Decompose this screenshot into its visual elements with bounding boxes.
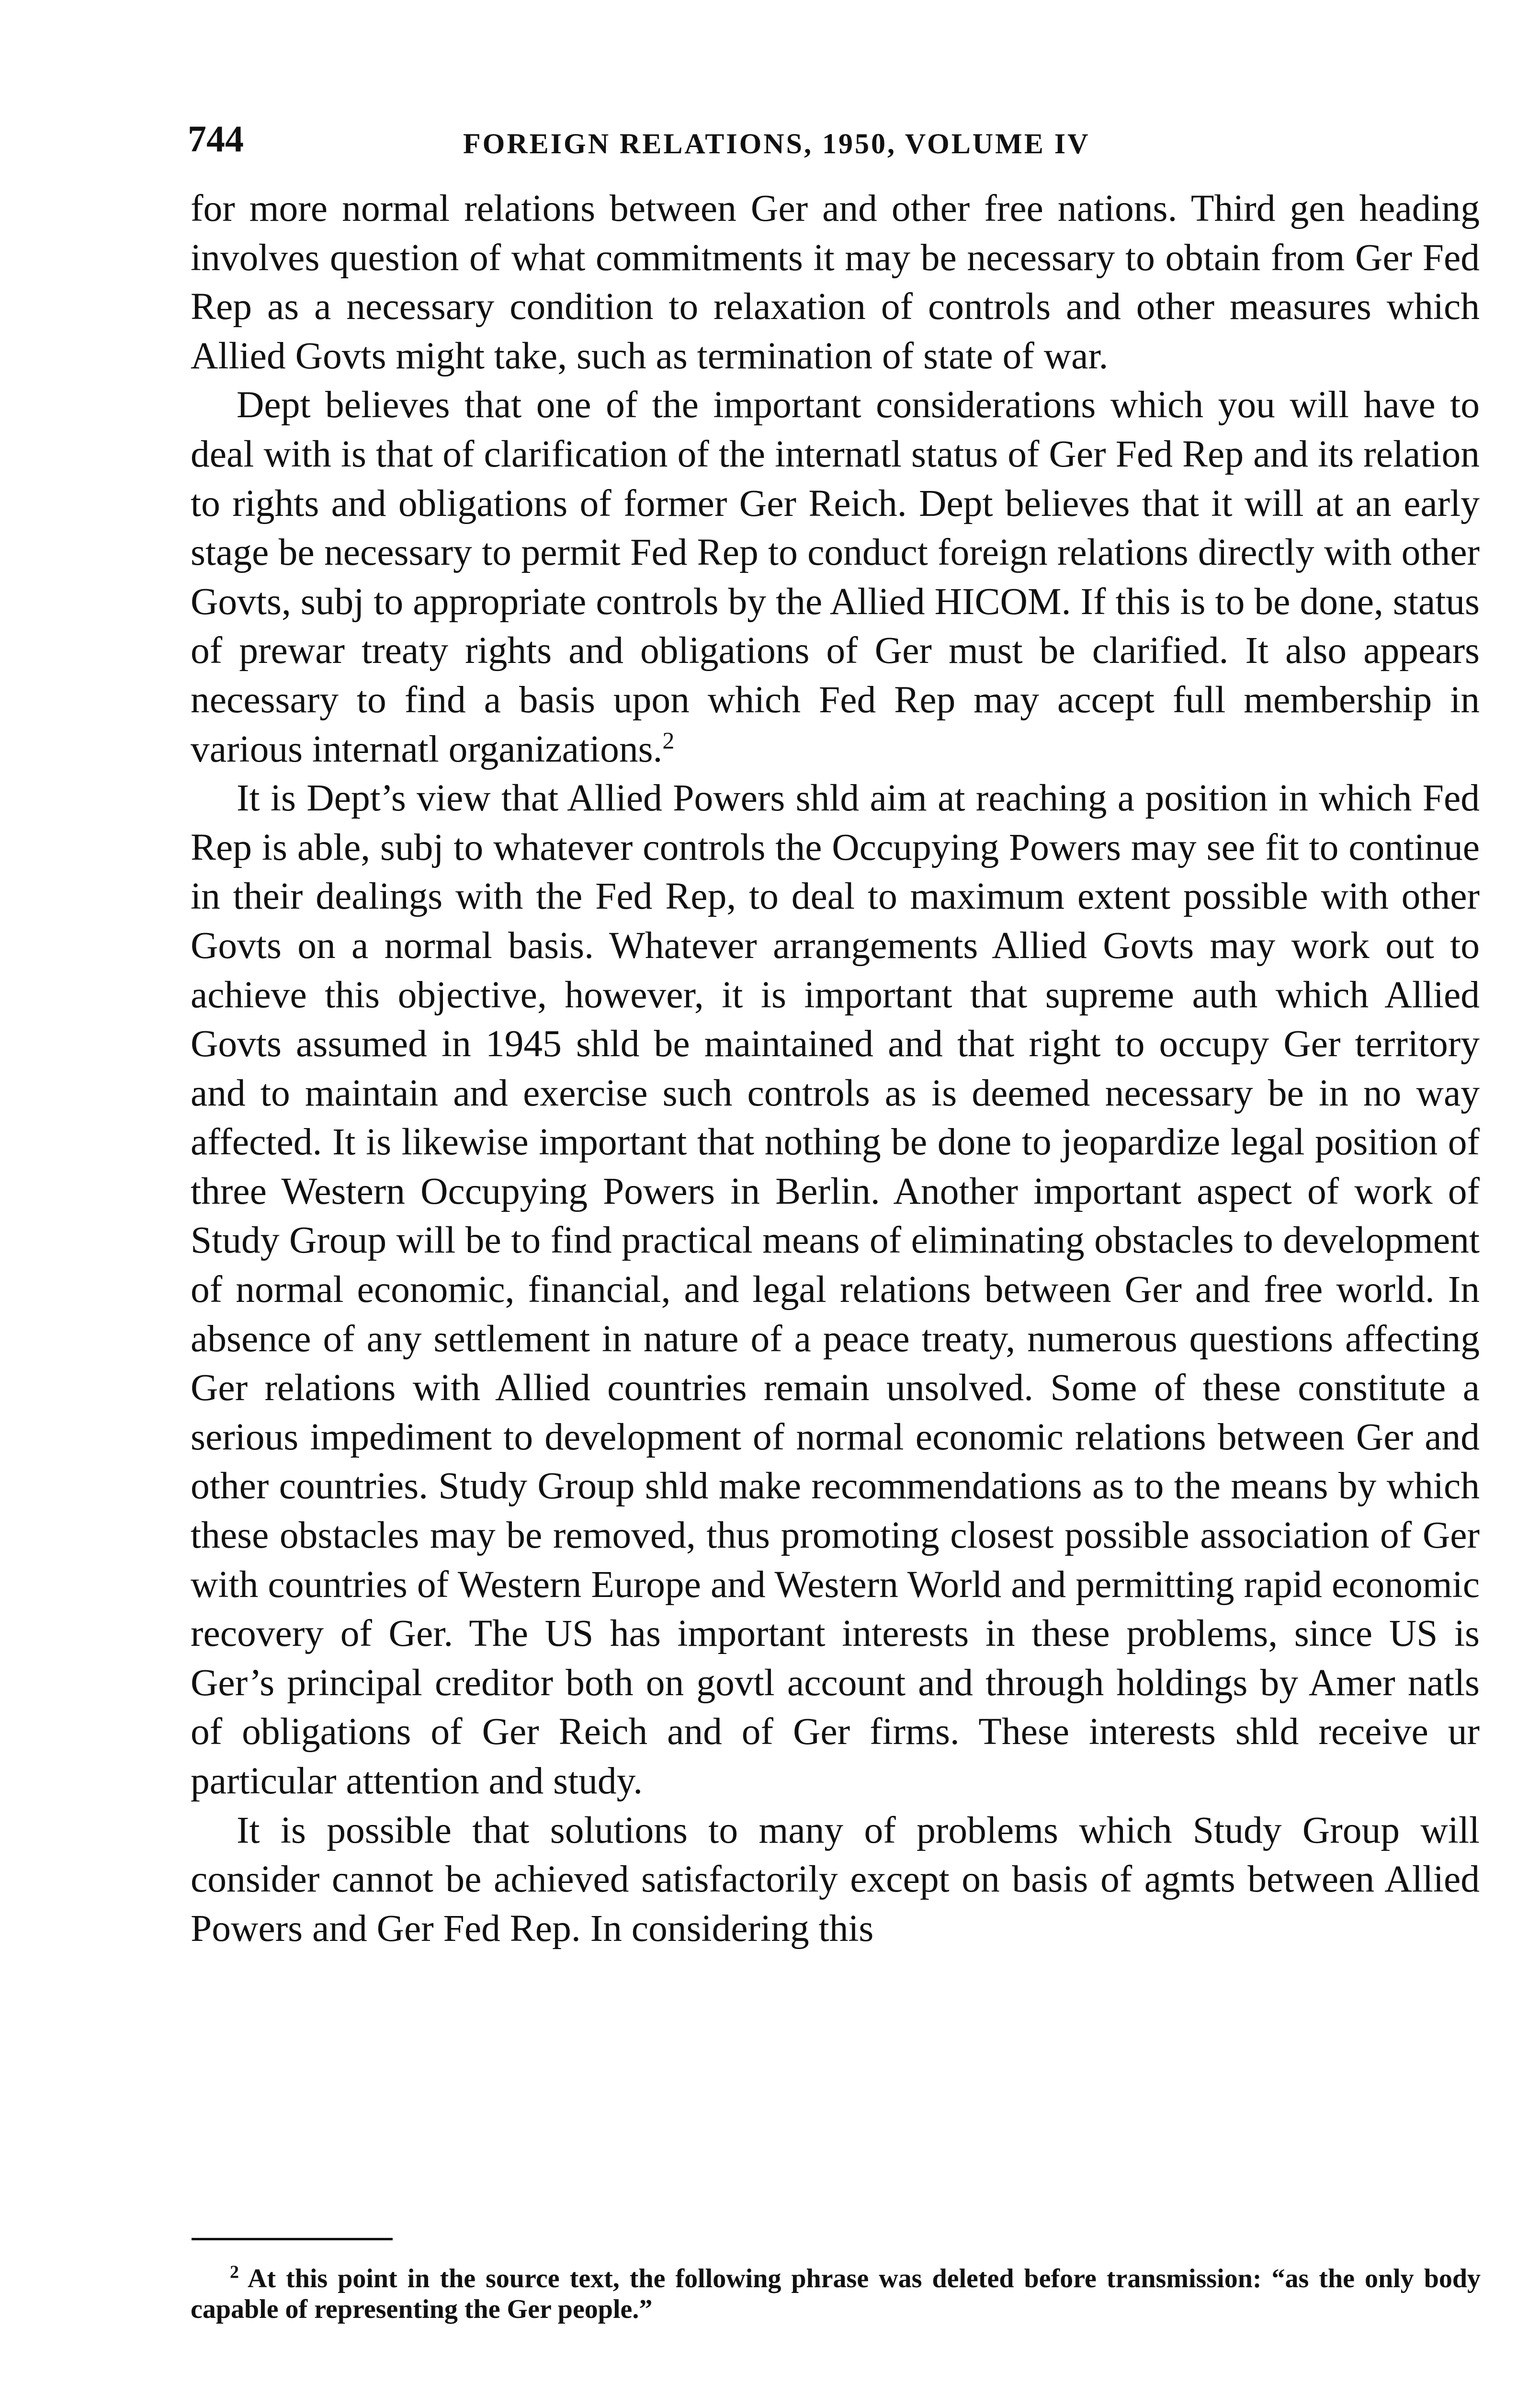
- paragraph-continued: [191, 184, 1480, 380]
- body-text: [191, 184, 1480, 1953]
- paragraph-status-clarification: [191, 380, 1480, 774]
- footnote-reference: 2: [662, 727, 675, 754]
- page-number: 744: [188, 118, 244, 160]
- running-head: FOREIGN RELATIONS, 1950, VOLUME IV: [463, 128, 1090, 160]
- page-header: [188, 115, 1471, 172]
- footnote-marker: 2: [230, 2262, 239, 2282]
- paragraph-text: It is possible that solutions to many of problems which Study Group will consider cannot be achieved satisfactorily except on basis of agmts between Allied Powers and Ger Fed Rep. In considering this: [191, 1809, 1480, 1950]
- paragraph-allied-position: [191, 774, 1480, 1805]
- paragraph-agreements: [191, 1806, 1480, 1953]
- footnote: [191, 2263, 1481, 2325]
- footnote-text: At this point in the source text, the following phrase was deleted before transmission: “as the only body capable of representing the Ger people.”: [191, 2264, 1481, 2324]
- footnote-rule: [192, 2238, 393, 2240]
- paragraph-text: for more normal relations between Ger and other free nations. Third gen heading involves question of what commitments it may be necessary to obtain from Ger Fed Rep as a necessary condition to relaxation of controls and other measures which Allied Govts might take, such as termination of state of war.: [191, 187, 1480, 377]
- paragraph-text: It is Dept’s view that Allied Powers shld aim at reaching a position in which Fed Rep is able, subj to whatever controls the Occupying Powers may see fit to continue in their dealings with the Fed Rep, to deal to maximum extent possible with other Govts on a normal basis. Whatever arrangements Allied Govts may work out to achieve this objective, however, it is important that supreme auth which Allied Govts assumed in 1945 shld be maintained and that right to occupy Ger territory and to maintain and exercise such controls as is deemed necessary be in no way affected. It is likewise important that nothing be done to jeopardize legal position of three Western Occupying Powers in Berlin. Another important aspect of work of Study Group will be to find practical means of eliminating obstacles to development of normal economic, financial, and legal relations between Ger and free world. In absence of any settlement in nature of a peace treaty, numerous questions affecting Ger relations with Allied countries remain unsolved. Some of these constitute a serious impediment to development of normal economic relations between Ger and other countries. Study Group shld make recommendations as to the means by which these obstacles may be removed, thus promoting closest possible association of Ger with countries of Western Europe and Western World and permitting rapid economic recovery of Ger. The US has important interests in these problems, since US is Ger’s principal creditor both on govtl account and through holdings by Amer natls of obligations of Ger Reich and of Ger firms. These interests shld receive ur particular attention and study.: [191, 777, 1480, 1802]
- paragraph-text: Dept believes that one of the important considerations which you will have to deal with is that of clarification of the internatl status of Ger Fed Rep and its relation to rights and obligations of former Ger Reich. Dept believes that it will at an early stage be necessary to permit Fed Rep to conduct foreign relations directly with other Govts, subj to appropriate controls by the Allied HICOM. If this is to be done, status of prewar treaty rights and obligations of Ger must be clarified. It also appears necessary to find a basis upon which Fed Rep may accept full membership in various internatl organizations.: [191, 384, 1480, 770]
